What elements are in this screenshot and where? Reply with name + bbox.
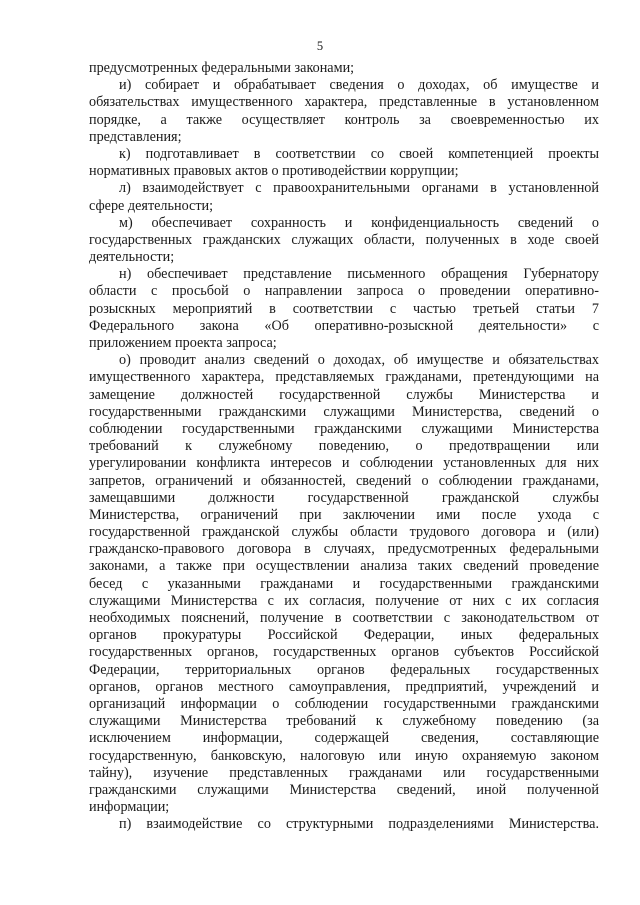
- text-line: приложением проекта запроса;: [89, 335, 277, 351]
- text-line: л) взаимодействует с правоохранительными органами в установленной: [119, 180, 599, 197]
- text-line: о) проводит анализ сведений о доходах, об имуществе и обязательствах: [119, 352, 599, 369]
- text-line: государственную, банковскую, налоговую или иную охраняемую законом: [89, 747, 599, 764]
- text-line: н) обеспечивает представление письменного обращения Губернатору: [119, 266, 599, 283]
- text-line: имущественного характера, представляемых гражданами, претендующими на: [89, 369, 599, 386]
- text-line: исключением информации, содержащей сведения, составляющие: [89, 730, 599, 747]
- text-line: нормативных правовых актов о противодействии коррупции;: [89, 163, 459, 180]
- text-line: деятельности;: [89, 249, 175, 266]
- text-line: информации;: [89, 799, 170, 816]
- text-line: порядке, а также осуществляет контроль за своевременностью их: [89, 111, 599, 128]
- text-line: государственных гражданских служащих области, полученных в ходе своей: [89, 231, 599, 248]
- text-line: органов прокуратуры Российской Федерации, иных федеральных: [89, 627, 599, 644]
- page-number: 5: [316, 39, 324, 53]
- text-line: розыскных мероприятий в соответствии с частью третьей статьи 7: [89, 300, 599, 317]
- text-line: запретов, ограничений и обязанностей, сведений о соблюдении гражданами,: [89, 472, 599, 489]
- text-line: к) подготавливает в соответствии со своей компетенцией проекты: [119, 145, 599, 162]
- text-line: Федерации, территориальных органов федеральных государственных: [89, 661, 599, 678]
- document-body: [89, 60, 599, 833]
- text-line: государственных органов, государственных органов субъектов Российской: [89, 644, 599, 661]
- text-line: предусмотренных федеральными законами;: [89, 60, 355, 76]
- text-line: служащими Министерства с их согласия, получение от них с их согласия: [89, 592, 599, 609]
- text-line: и) собирает и обрабатывает сведения о доходах, об имуществе и: [119, 77, 599, 94]
- text-line: тайну), изучение представленных гражданами или государственными: [89, 764, 599, 781]
- text-line: соблюдении государственными гражданскими служащими Министерства: [89, 420, 599, 437]
- text-line: законами, а также при осуществлении анализа таких сведений проведение: [89, 558, 599, 575]
- text-line: представления;: [89, 128, 182, 145]
- text-line: Министерства, ограничений при заключении ими после ухода с: [89, 506, 599, 523]
- text-line: замещение должностей государственной службы Министерства и: [89, 386, 599, 403]
- text-line: требований к служебному поведению, о предотвращении или: [89, 438, 599, 455]
- text-line: м) обеспечивает сохранность и конфиденциальность сведений о: [119, 214, 599, 231]
- text-line: гражданскими служащими Министерства сведений, иной полученной: [89, 781, 599, 798]
- text-line: обязательствах имущественного характера, представленные в установленном: [89, 94, 599, 111]
- text-line: бесед с указанными гражданами и государственными гражданскими: [89, 575, 599, 592]
- text-line: необходимых пояснений, получение в соответствии с законодательством от: [89, 610, 599, 626]
- text-line: урегулировании конфликта интересов и соблюдении установленных для них: [89, 455, 599, 472]
- text-line: служащими Министерства требований к служебному поведению (за: [89, 713, 599, 730]
- text-line: сфере деятельности;: [89, 197, 214, 214]
- text-line: организаций информации о соблюдении государственными гражданскими: [89, 695, 599, 712]
- text-line: гражданско-правового договора в случаях, предусмотренных федеральными: [89, 541, 599, 558]
- text-line: области с просьбой о направлении запроса о проведении оперативно-: [89, 283, 599, 300]
- text-line: замещавшими должности государственной гражданской службы: [89, 489, 599, 506]
- text-line: п) взаимодействие со структурными подразделениями Министерства.: [119, 816, 599, 833]
- text-line: государственными гражданскими служащими Министерства, сведений о: [89, 403, 599, 420]
- text-line: органов, органов местного самоуправления, предприятий, учреждений и: [89, 678, 599, 695]
- text-line: государственной гражданской службы области трудового договора и (или): [89, 524, 599, 541]
- text-line: Федерального закона «Об оперативно-розыскной деятельности» с: [89, 317, 599, 334]
